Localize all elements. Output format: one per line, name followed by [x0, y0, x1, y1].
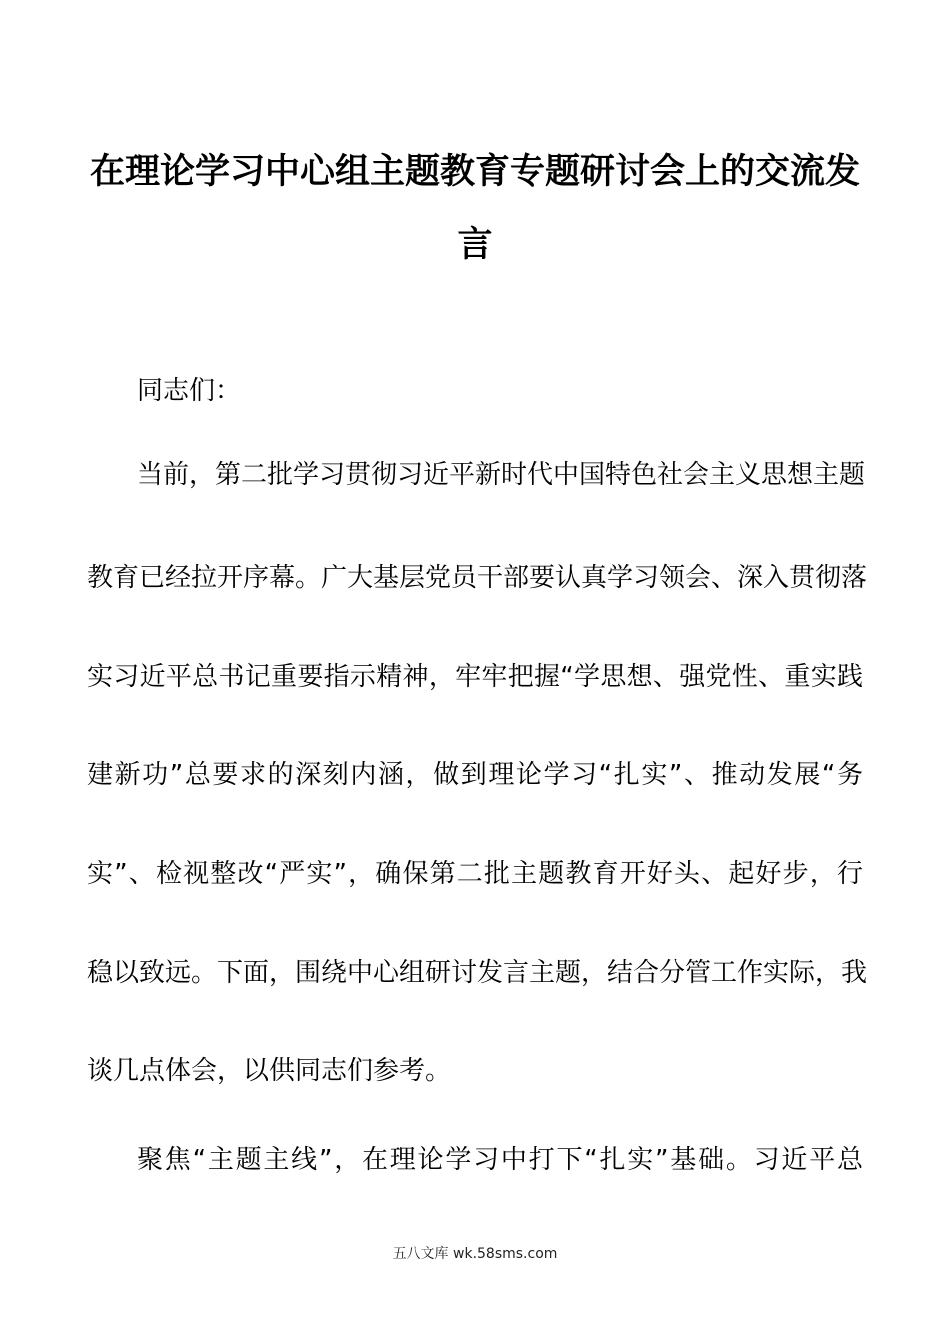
paragraph-1-line-2: 教育已经拉开序幕。广大基层党员干部要认真学习领会、深入贯彻落: [87, 563, 868, 593]
salutation: 同志们：: [137, 376, 242, 406]
paragraph-1-line-5: 实”、检视整改“严实”，确保第二批主题教育开好头、起好步，行: [87, 859, 863, 889]
page-footer: 五八文库 wk.58sms.com: [392, 1246, 558, 1262]
paragraph-1-line-3: 实习近平总书记重要指示精神，牢牢把握“学思想、强党性、重实践: [87, 662, 863, 692]
paragraph-1-line-4: 建新功”总要求的深刻内涵，做到理论学习“扎实”、推动发展“务: [87, 760, 863, 790]
paragraph-1-line-1: 当前，第二批学习贯彻习近平新时代中国特色社会主义思想主题: [137, 460, 866, 490]
document-title-line-1: 在理论学习中心组主题教育专题研讨会上的交流发: [89, 152, 860, 192]
paragraph-1-line-7: 谈几点体会，以供同志们参考。: [87, 1056, 452, 1086]
document-title-line-2: 言: [457, 225, 493, 265]
paragraph-2-line-1: 聚焦“主题主线”，在理论学习中打下“扎实”基础。习近平总: [137, 1145, 863, 1175]
paragraph-1-line-6: 稳以致远。下面，围绕中心组研讨发言主题，结合分管工作实际，我: [87, 958, 868, 988]
